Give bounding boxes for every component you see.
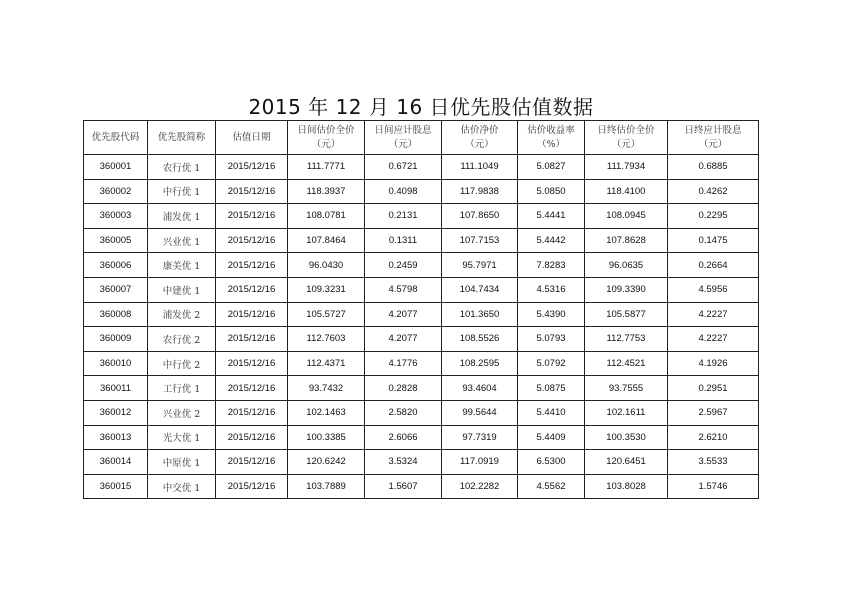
cell-yield: 5.0875	[518, 376, 585, 401]
cell-intraday-full-price: 120.6242	[288, 450, 365, 475]
table-row	[84, 253, 759, 278]
header-label: 估价收益率	[527, 124, 575, 136]
cell-date: 2015/12/16	[216, 179, 288, 204]
cell-yield: 5.0827	[518, 155, 585, 180]
cell-clean-price: 107.7153	[442, 228, 518, 253]
cell-yield: 6.5300	[518, 450, 585, 475]
cell-date: 2015/12/16	[216, 400, 288, 425]
header-intraday-full-price	[288, 121, 365, 155]
cell-intraday-accrued-dividend: 0.6721	[365, 155, 442, 180]
cell-intraday-accrued-dividend: 2.5820	[365, 400, 442, 425]
header-eod-accrued-dividend	[668, 121, 759, 155]
header-label: 优先股代码	[91, 131, 140, 143]
cell-date: 2015/12/16	[216, 277, 288, 302]
cell-date: 2015/12/16	[216, 228, 288, 253]
cell-code: 360008	[84, 302, 148, 327]
cell-code: 360010	[84, 351, 148, 376]
header-clean-price	[442, 121, 518, 155]
cell-eod-full-price: 120.6451	[585, 450, 668, 475]
cell-intraday-full-price: 118.3937	[288, 179, 365, 204]
cell-name: 浦发优 1	[148, 204, 216, 229]
cell-intraday-accrued-dividend: 0.2459	[365, 253, 442, 278]
cell-intraday-full-price: 108.0781	[288, 204, 365, 229]
cell-clean-price: 102.2282	[442, 474, 518, 499]
header-unit: （元）	[311, 138, 341, 150]
cell-code: 360015	[84, 474, 148, 499]
cell-intraday-accrued-dividend: 2.6066	[365, 425, 442, 450]
cell-clean-price: 99.5644	[442, 400, 518, 425]
cell-eod-full-price: 112.4521	[585, 351, 668, 376]
cell-eod-full-price: 107.8628	[585, 228, 668, 253]
cell-intraday-accrued-dividend: 0.4098	[365, 179, 442, 204]
cell-yield: 7.8283	[518, 253, 585, 278]
cell-eod-full-price: 93.7555	[585, 376, 668, 401]
cell-yield: 5.4390	[518, 302, 585, 327]
cell-eod-accrued-dividend: 4.2227	[668, 302, 759, 327]
cell-date: 2015/12/16	[216, 450, 288, 475]
header-label: 优先股简称	[157, 131, 206, 143]
cell-intraday-accrued-dividend: 0.2828	[365, 376, 442, 401]
cell-date: 2015/12/16	[216, 425, 288, 450]
cell-code: 360013	[84, 425, 148, 450]
table-row	[84, 351, 759, 376]
header-unit: （元）	[465, 138, 494, 150]
cell-eod-full-price: 96.0635	[585, 253, 668, 278]
cell-name: 中交优 1	[148, 474, 216, 499]
cell-eod-full-price: 105.5877	[585, 302, 668, 327]
cell-name: 中行优 1	[148, 179, 216, 204]
cell-name: 康美优 1	[148, 253, 216, 278]
table-row	[84, 450, 759, 475]
header-unit: （元）	[698, 138, 728, 150]
cell-code: 360009	[84, 327, 148, 352]
cell-clean-price: 104.7434	[442, 277, 518, 302]
cell-eod-full-price: 103.8028	[585, 474, 668, 499]
cell-yield: 5.0793	[518, 327, 585, 352]
header-eod-full-price	[585, 121, 668, 155]
cell-eod-accrued-dividend: 3.5533	[668, 450, 759, 475]
cell-eod-accrued-dividend: 4.5956	[668, 277, 759, 302]
cell-code: 360007	[84, 277, 148, 302]
table-row	[84, 204, 759, 229]
cell-date: 2015/12/16	[216, 474, 288, 499]
cell-intraday-full-price: 107.8464	[288, 228, 365, 253]
cell-clean-price: 117.0919	[442, 450, 518, 475]
cell-name: 中行优 2	[148, 351, 216, 376]
cell-eod-accrued-dividend: 2.6210	[668, 425, 759, 450]
cell-date: 2015/12/16	[216, 376, 288, 401]
cell-name: 中原优 1	[148, 450, 216, 475]
cell-intraday-accrued-dividend: 4.2077	[365, 302, 442, 327]
cell-intraday-full-price: 96.0430	[288, 253, 365, 278]
cell-intraday-full-price: 100.3385	[288, 425, 365, 450]
cell-clean-price: 117.9838	[442, 179, 518, 204]
cell-eod-accrued-dividend: 0.2664	[668, 253, 759, 278]
cell-code: 360001	[84, 155, 148, 180]
cell-name: 兴业优 1	[148, 228, 216, 253]
cell-intraday-accrued-dividend: 4.1776	[365, 351, 442, 376]
cell-code: 360005	[84, 228, 148, 253]
valuation-table	[83, 120, 759, 499]
cell-clean-price: 101.3650	[442, 302, 518, 327]
header-code	[84, 121, 148, 155]
cell-eod-full-price: 108.0945	[585, 204, 668, 229]
cell-code: 360003	[84, 204, 148, 229]
header-label: 日终应计股息	[684, 124, 742, 136]
table-row	[84, 425, 759, 450]
cell-yield: 5.4409	[518, 425, 585, 450]
cell-date: 2015/12/16	[216, 327, 288, 352]
table-row	[84, 376, 759, 401]
table-row	[84, 302, 759, 327]
cell-name: 光大优 1	[148, 425, 216, 450]
cell-date: 2015/12/16	[216, 351, 288, 376]
cell-intraday-accrued-dividend: 1.5607	[365, 474, 442, 499]
header-label: 日间估价全价	[297, 124, 355, 136]
header-unit: （元）	[611, 138, 641, 150]
table-row	[84, 155, 759, 180]
cell-clean-price: 108.2595	[442, 351, 518, 376]
cell-code: 360012	[84, 400, 148, 425]
cell-eod-full-price: 111.7934	[585, 155, 668, 180]
cell-name: 农行优 2	[148, 327, 216, 352]
cell-clean-price: 97.7319	[442, 425, 518, 450]
cell-intraday-full-price: 105.5727	[288, 302, 365, 327]
cell-eod-full-price: 112.7753	[585, 327, 668, 352]
table-header-row	[84, 121, 759, 155]
cell-date: 2015/12/16	[216, 253, 288, 278]
table-row	[84, 179, 759, 204]
cell-eod-accrued-dividend: 0.6885	[668, 155, 759, 180]
cell-intraday-accrued-dividend: 4.5798	[365, 277, 442, 302]
header-label: 估价净价	[460, 124, 499, 136]
cell-date: 2015/12/16	[216, 302, 288, 327]
header-label: 估值日期	[232, 131, 271, 143]
cell-code: 360006	[84, 253, 148, 278]
cell-eod-accrued-dividend: 0.1475	[668, 228, 759, 253]
cell-clean-price: 108.5526	[442, 327, 518, 352]
cell-intraday-full-price: 93.7432	[288, 376, 365, 401]
cell-intraday-full-price: 102.1463	[288, 400, 365, 425]
cell-code: 360011	[84, 376, 148, 401]
cell-clean-price: 93.4604	[442, 376, 518, 401]
header-name	[148, 121, 216, 155]
header-yield	[518, 121, 585, 155]
cell-yield: 5.0850	[518, 179, 585, 204]
cell-yield: 5.4442	[518, 228, 585, 253]
cell-code: 360002	[84, 179, 148, 204]
table-row	[84, 474, 759, 499]
table-row	[84, 327, 759, 352]
cell-eod-full-price: 100.3530	[585, 425, 668, 450]
cell-intraday-accrued-dividend: 3.5324	[365, 450, 442, 475]
cell-eod-accrued-dividend: 0.2951	[668, 376, 759, 401]
cell-code: 360014	[84, 450, 148, 475]
cell-eod-accrued-dividend: 4.1926	[668, 351, 759, 376]
cell-eod-accrued-dividend: 4.2227	[668, 327, 759, 352]
cell-eod-full-price: 102.1611	[585, 400, 668, 425]
header-unit: （元）	[388, 138, 418, 150]
cell-yield: 5.4410	[518, 400, 585, 425]
cell-intraday-full-price: 109.3231	[288, 277, 365, 302]
cell-intraday-accrued-dividend: 4.2077	[365, 327, 442, 352]
cell-intraday-accrued-dividend: 0.1311	[365, 228, 442, 253]
cell-intraday-accrued-dividend: 0.2131	[365, 204, 442, 229]
document-title: 2015 年 12 月 16 日优先股估值数据	[248, 95, 594, 119]
header-label: 日间应计股息	[374, 124, 432, 136]
cell-yield: 4.5316	[518, 277, 585, 302]
cell-intraday-full-price: 112.7603	[288, 327, 365, 352]
table-body	[84, 155, 759, 499]
cell-date: 2015/12/16	[216, 204, 288, 229]
table-row	[84, 228, 759, 253]
cell-intraday-full-price: 103.7889	[288, 474, 365, 499]
cell-clean-price: 111.1049	[442, 155, 518, 180]
cell-clean-price: 95.7971	[442, 253, 518, 278]
cell-eod-accrued-dividend: 0.2295	[668, 204, 759, 229]
table-row	[84, 400, 759, 425]
cell-date: 2015/12/16	[216, 155, 288, 180]
table-row	[84, 277, 759, 302]
cell-eod-accrued-dividend: 0.4262	[668, 179, 759, 204]
cell-yield: 5.0792	[518, 351, 585, 376]
cell-intraday-full-price: 111.7771	[288, 155, 365, 180]
header-unit: （%）	[536, 138, 566, 150]
cell-eod-full-price: 118.4100	[585, 179, 668, 204]
header-label: 日终估价全价	[597, 124, 655, 136]
cell-eod-accrued-dividend: 2.5967	[668, 400, 759, 425]
cell-name: 中建优 1	[148, 277, 216, 302]
cell-yield: 4.5562	[518, 474, 585, 499]
header-date	[216, 121, 288, 155]
cell-name: 农行优 1	[148, 155, 216, 180]
cell-name: 兴业优 2	[148, 400, 216, 425]
cell-clean-price: 107.8650	[442, 204, 518, 229]
cell-eod-accrued-dividend: 1.5746	[668, 474, 759, 499]
cell-eod-full-price: 109.3390	[585, 277, 668, 302]
cell-name: 浦发优 2	[148, 302, 216, 327]
cell-intraday-full-price: 112.4371	[288, 351, 365, 376]
cell-name: 工行优 1	[148, 376, 216, 401]
cell-yield: 5.4441	[518, 204, 585, 229]
header-intraday-accrued-dividend	[365, 121, 442, 155]
